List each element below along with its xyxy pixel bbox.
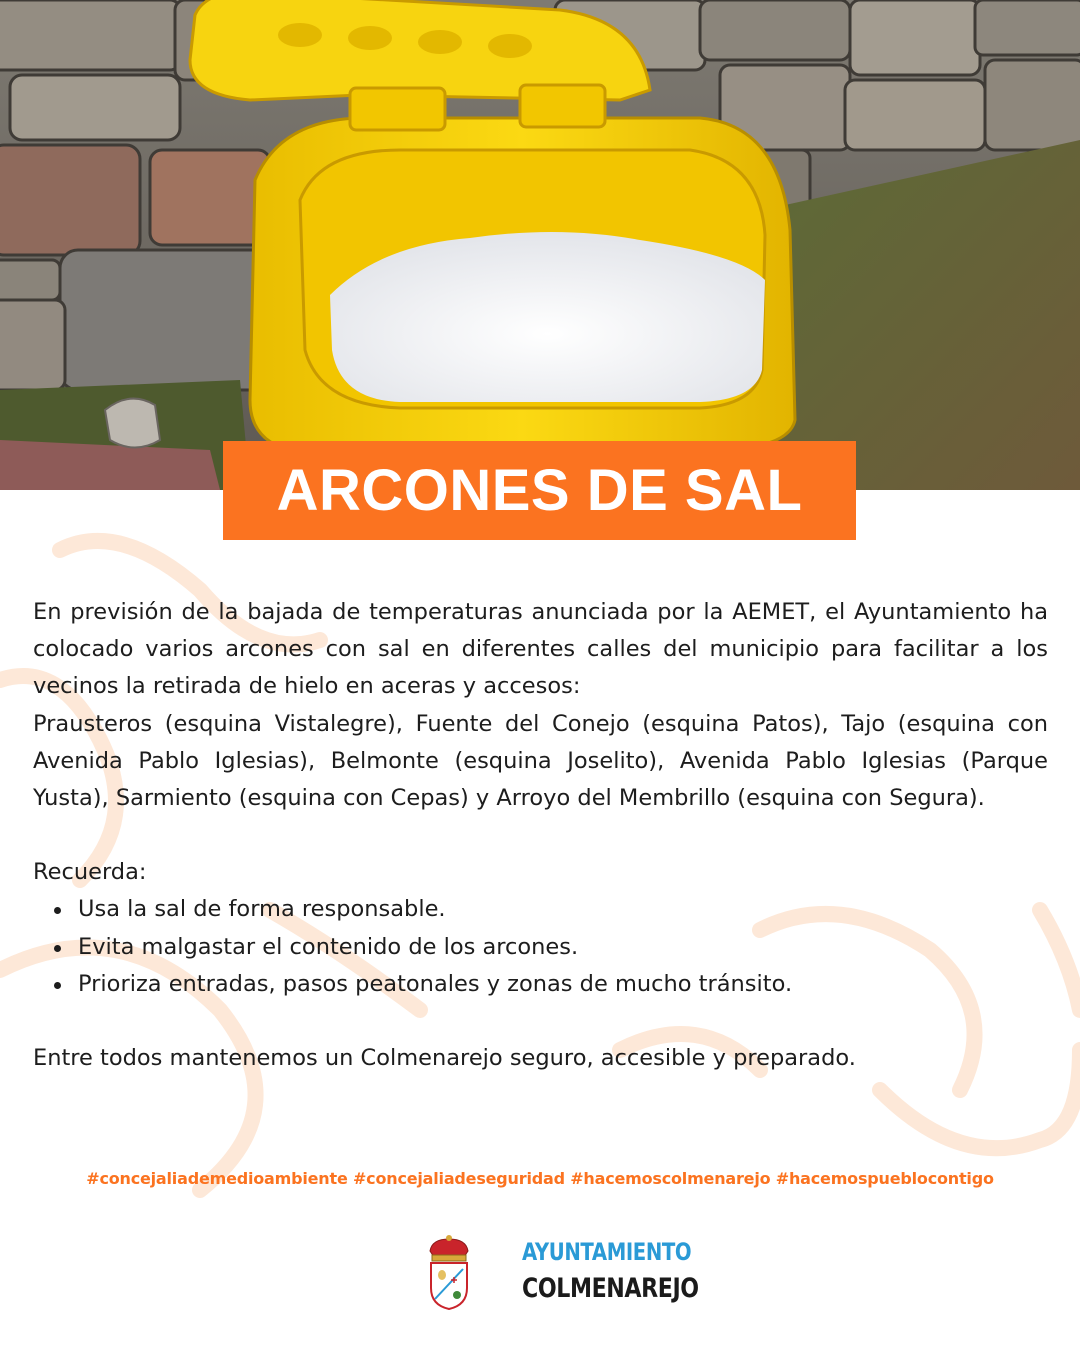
list-item: Prioriza entradas, pasos peatonales y zonas de mucho tránsito. xyxy=(33,966,1048,1003)
logo-line-ayuntamiento: AYUNTAMIENTO xyxy=(522,1238,692,1266)
locations-paragraph: Prausteros (esquina Vistalegre), Fuente del Conejo (esquina Patos), Tajo (esquina con Avenida Pablo Iglesias), Belmonte (esquina Joselito), Avenida Pablo Iglesias (Parque Yusta), Sarmiento (esquina con Cepas) y Arroyo del Membrillo (esquina con Segura). xyxy=(33,710,1048,812)
coat-of-arms-icon xyxy=(424,1233,474,1313)
list-item: Usa la sal de forma responsable. xyxy=(33,891,1048,928)
body-content xyxy=(33,594,1048,1077)
logo-line-colmenarejo: COLMENAREJO xyxy=(522,1273,699,1304)
list-item: Evita malgastar el contenido de los arcones. xyxy=(33,929,1048,966)
closing-line: Entre todos mantenemos un Colmenarejo seguro, accesible y preparado. xyxy=(33,1045,856,1072)
reminder-heading: Recuerda: xyxy=(33,859,147,886)
reminder-list xyxy=(33,891,1048,1003)
municipality-logo-text xyxy=(522,1238,699,1306)
intro-paragraph: En previsión de la bajada de temperaturas anunciada por la AEMET, el Ayuntamiento ha colocado varios arcones con sal en diferentes calles del municipio para facilitar a los vecinos la retirada de hielo en aceras y accesos: xyxy=(33,599,1048,700)
salt-bin-illustration xyxy=(0,0,1080,490)
header-photo-salt-bin xyxy=(0,0,1080,490)
hashtags: #concejaliademedioambiente #concejaliadeseguridad #hacemoscolmenarejo #hacemospueblocontigo xyxy=(86,1169,994,1188)
page-title: ARCONES DE SAL xyxy=(276,458,803,523)
title-banner xyxy=(223,441,856,540)
